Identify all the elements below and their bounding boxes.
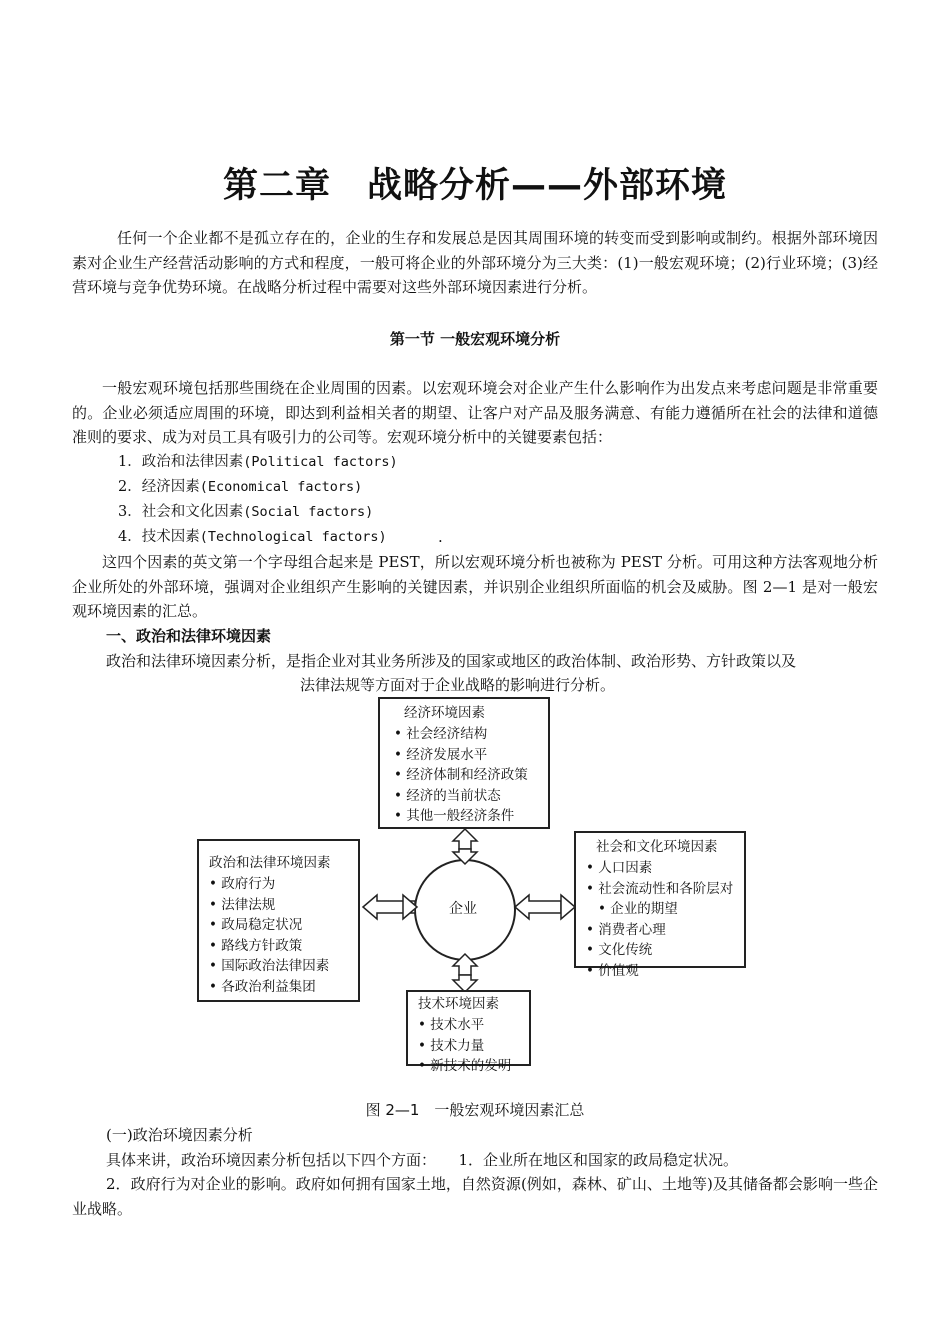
arrow-up-economic bbox=[453, 829, 477, 864]
social-item-continued: • 企业的期望 bbox=[586, 899, 744, 920]
detail-line: 具体来讲，政治环境因素分析包括以下四个方面： 1．企业所在地区和国家的政局稳定状况。 bbox=[106, 1151, 739, 1169]
political-box-title: 政治和法律环境因素 bbox=[209, 855, 331, 871]
point-2-paragraph: 2．政府行为对企业的影响。政府如何拥有国家土地，自然资源(例如，森林、矿山、土地等)及其储备都会影响一些企业战略。 bbox=[72, 1175, 878, 1218]
political-item: • 法律法规 bbox=[209, 895, 358, 916]
economic-item: • 社会经济结构 bbox=[394, 724, 548, 745]
political-factors-box bbox=[197, 839, 360, 1002]
economic-item: • 经济体制和经济政策 bbox=[394, 765, 548, 786]
economic-box-title: 经济环境因素 bbox=[404, 705, 485, 721]
arrow-left-political bbox=[363, 895, 417, 919]
pest-paragraph: 这四个因素的英文第一个字母组合起来是 PEST，所以宏观环境分析也被称为 PEST 分析。可用这种方法客观地分析企业所处的外部环境，强调对企业组织产生影响的关键因素，并识别企业组织所面临的机会及威胁。图 2—1 是对一般宏观环境因素的汇总。 bbox=[72, 553, 878, 620]
tech-item: • 技术水平 bbox=[418, 1015, 529, 1036]
section-title: 第一节 一般宏观环境分析 bbox=[389, 330, 561, 348]
social-box-title: 社会和文化环境因素 bbox=[596, 839, 718, 855]
economic-factors-box bbox=[378, 697, 550, 829]
social-item: • 社会流动性和各阶层对 bbox=[586, 879, 744, 900]
page-title: 第二章 战略分析——外部环境 bbox=[222, 166, 727, 206]
tech-item: • 新技术的发明 bbox=[418, 1056, 529, 1077]
social-item: • 文化传统 bbox=[586, 940, 744, 961]
tech-box-title: 技术环境因素 bbox=[418, 996, 499, 1012]
factor-item-2: 2．经济因素(Economical factors) bbox=[118, 479, 363, 495]
social-item: • 价值观 bbox=[586, 961, 744, 982]
economic-item: • 经济的当前状态 bbox=[394, 786, 548, 807]
economic-item: • 其他一般经济条件 bbox=[394, 806, 548, 827]
figure-caption: 图 2—1 一般宏观环境因素汇总 bbox=[365, 1101, 585, 1119]
political-item: • 政府行为 bbox=[209, 874, 358, 895]
stray-dot: . bbox=[438, 528, 443, 546]
sub-heading: (一)政治环境因素分析 bbox=[106, 1126, 253, 1144]
political-paragraph-line2: 法律法规等方面对于企业战略的影响进行分析。 bbox=[300, 676, 616, 694]
political-heading: 一、政治和法律环境因素 bbox=[106, 627, 272, 645]
section-paragraph: 一般宏观环境包括那些围绕在企业周围的因素。以宏观环境会对企业产生什么影响作为出发点来考虑问题是非常重要的。企业必须适应周围的环境，即达到利益相关者的期望、让客户对产品及服务满意、有能力遵循所在社会的法律和道德准则的要求、成为对员工具有吸引力的公司等。宏观环境分析中的关键要素包括： bbox=[72, 379, 878, 446]
arrow-right-social bbox=[515, 895, 575, 919]
political-item: • 路线方针政策 bbox=[209, 936, 358, 957]
intro-paragraph: 任何一个企业都不是孤立存在的，企业的生存和发展总是因其周围环境的转变而受到影响或制约。根据外部环境因素对企业生产经营活动影响的方式和程度，一般可将企业的外部环境分为三大类：(1)一般宏观环境；(2)行业环境；(3)经营环境与竞争优势环境。在战略分析过程中需要对这些外部环境因素进行分析。 bbox=[72, 229, 878, 296]
factor-item-1: 1．政治和法律因素(Political factors) bbox=[118, 454, 398, 470]
enterprise-label: 企业 bbox=[449, 901, 477, 917]
factor-item-4: 4．技术因素(Technological factors) bbox=[118, 529, 387, 545]
economic-item: • 经济发展水平 bbox=[394, 745, 548, 766]
political-item: • 国际政治法律因素 bbox=[209, 956, 358, 977]
political-item: • 政局稳定状况 bbox=[209, 915, 358, 936]
political-item: • 各政治利益集团 bbox=[209, 977, 358, 998]
social-item: • 消费者心理 bbox=[586, 920, 744, 941]
tech-item: • 技术力量 bbox=[418, 1036, 529, 1057]
social-factors-box bbox=[574, 831, 746, 979]
factor-item-3: 3．社会和文化因素(Social factors) bbox=[118, 504, 374, 520]
political-paragraph-line1: 政治和法律环境因素分析，是指企业对其业务所涉及的国家或地区的政治体制、政治形势、方针政策以及 bbox=[106, 652, 797, 670]
social-item: • 人口因素 bbox=[586, 858, 744, 879]
tech-factors-box bbox=[406, 990, 531, 1074]
